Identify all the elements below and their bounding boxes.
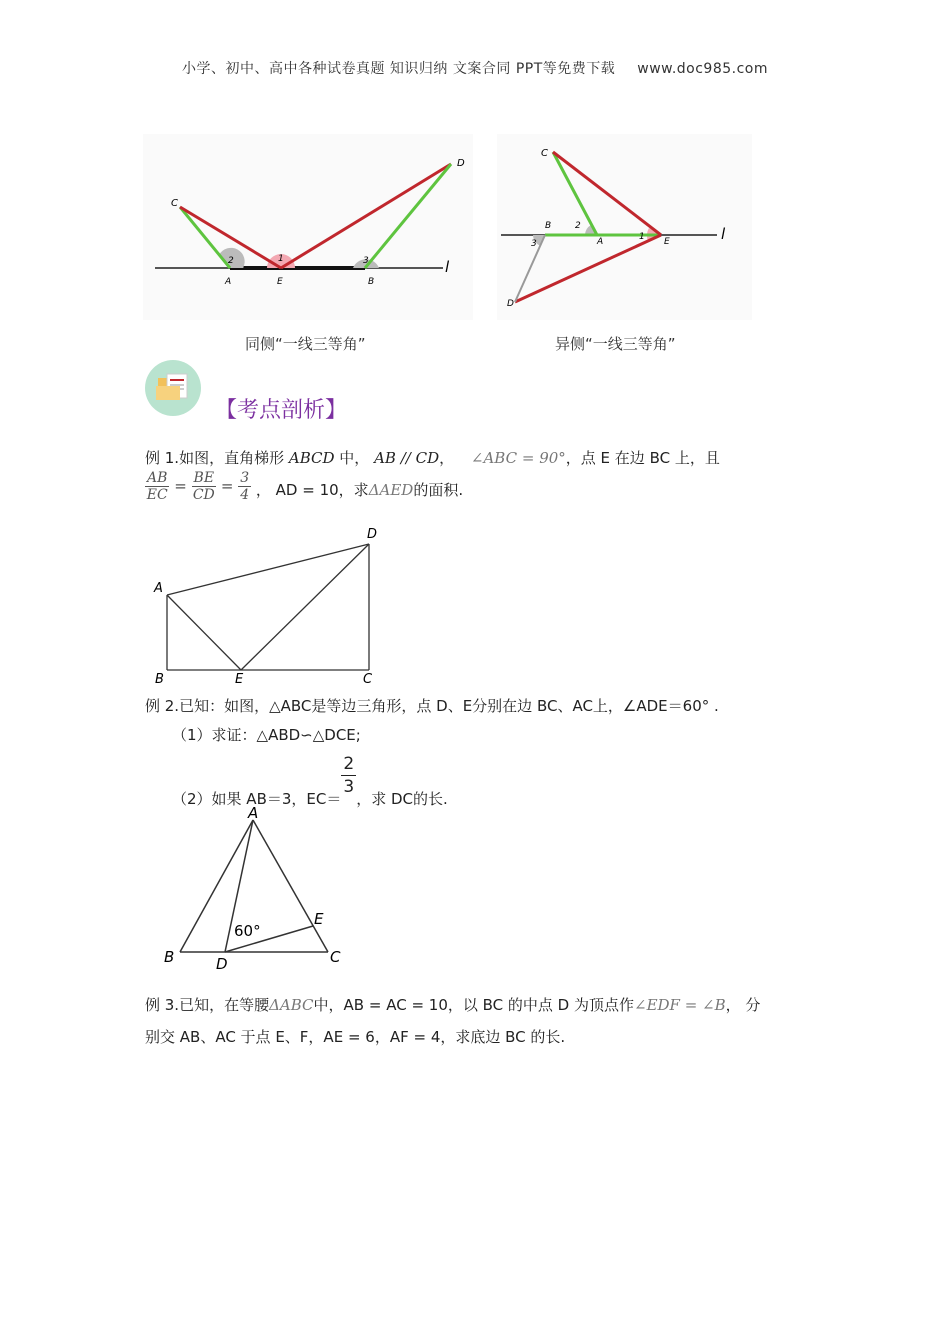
segment-ae xyxy=(167,595,241,670)
label-c: C xyxy=(363,672,373,687)
label-b: B xyxy=(368,277,375,287)
ex1-frac-be-cd xyxy=(192,470,217,503)
ex1-end: 的面积. xyxy=(413,481,464,499)
ex1-frac-3-4 xyxy=(238,470,251,503)
label-d: D xyxy=(216,955,228,972)
ex3-c: ， 分 xyxy=(725,996,761,1014)
label-d: D xyxy=(457,158,465,169)
ex2-figure xyxy=(158,802,358,972)
label-angle-1: 1 xyxy=(278,254,284,264)
header-text: 小学、初中、高中各种试卷真题 知识归纳 文案合同 PPT等免费下载 xyxy=(181,61,616,77)
figure-same-side xyxy=(143,134,473,320)
label-l: l xyxy=(445,258,450,276)
ex3-b: 中，AB = AC = 10，以 BC 的中点 D 为顶点作 xyxy=(313,996,634,1014)
ex1-ad: ， AD = 10，求 xyxy=(255,481,369,499)
ex1-parallel: AB // CD xyxy=(374,449,440,467)
frac-num: 3 xyxy=(240,470,250,486)
ex1-mid: 中， xyxy=(339,449,370,467)
figure-opposite-side xyxy=(497,134,752,320)
frac-num: AB xyxy=(147,470,168,486)
caption-same-side: 同侧“一线三等角” xyxy=(245,335,366,353)
header-url[interactable]: www.doc985.com xyxy=(637,61,769,77)
frac-den: 4 xyxy=(240,487,250,503)
ex2-line1: 例 2.已知：如图，△ABC是等边三角形，点 D、E分别在边 BC、AC上，∠ADE＝60° . xyxy=(145,697,719,715)
segment-ed xyxy=(241,544,369,670)
ex3-a: 例 3.已知，在等腰 xyxy=(145,996,270,1014)
ex3-line2: 别交 AB、AC 于点 E、F，AE = 6，AF = 4，求底边 BC 的长. xyxy=(145,1028,566,1046)
ex1-line2 xyxy=(145,470,810,503)
label-e: E xyxy=(314,910,324,928)
ex3-line1 xyxy=(145,993,810,1017)
segment-ad xyxy=(167,544,369,595)
label-a: A xyxy=(154,581,163,596)
ex3-angle: ∠EDF = ∠B xyxy=(634,996,726,1014)
label-a: A xyxy=(597,237,604,247)
label-l: l xyxy=(721,225,726,243)
frac-den: CD xyxy=(192,487,215,503)
label-angle-60: 60° xyxy=(234,922,261,940)
ex1-tail: ，点 E 在边 BC 上，且 xyxy=(565,449,720,467)
eq-sign: = xyxy=(220,477,234,495)
ex1-trapezoid: ABCD xyxy=(288,449,335,467)
caption-opposite-side: 异侧“一线三等角” xyxy=(555,335,676,353)
label-c: C xyxy=(541,148,548,159)
ex2-q2 xyxy=(172,753,448,808)
ex2-q1: （1）求证：△ABD∽△DCE; xyxy=(172,726,361,744)
label-angle-3: 3 xyxy=(363,256,369,266)
eq-sign: = xyxy=(174,477,187,495)
label-c: C xyxy=(330,948,341,966)
label-a: A xyxy=(225,277,232,287)
ex1-figure xyxy=(145,522,395,690)
label-b: B xyxy=(155,672,164,687)
ex1-prefix: 例 1.如图，直角梯形 xyxy=(145,449,285,467)
label-d: D xyxy=(507,299,514,309)
ex1-line1 xyxy=(145,446,810,470)
label-angle-2: 2 xyxy=(575,221,581,231)
label-angle-1: 1 xyxy=(639,232,645,242)
figure-background xyxy=(143,134,473,320)
label-d: D xyxy=(367,527,378,542)
ex2-q2-b: ，求 DC的长. xyxy=(356,790,448,808)
label-b: B xyxy=(164,948,175,966)
frac-den: 3 xyxy=(343,777,355,797)
frac-den: EC xyxy=(146,487,168,503)
ex1-triangle: ΔAED xyxy=(368,481,414,499)
ex3-triangle: ΔABC xyxy=(269,996,314,1014)
folder-icon xyxy=(145,360,201,416)
label-e: E xyxy=(664,237,670,247)
section-title: 【考点剖析】 xyxy=(215,398,348,423)
ex2-q2-a: （2）如果 AB＝3，EC＝ xyxy=(172,790,342,808)
page-header xyxy=(0,58,950,78)
frac-num: 2 xyxy=(343,754,355,774)
ex1-angle: ∠ABC = 90° xyxy=(470,449,566,467)
folder-front xyxy=(156,386,180,400)
label-c: C xyxy=(171,198,178,209)
ex1-frac-ab-ec xyxy=(145,470,169,503)
label-e: E xyxy=(235,672,244,687)
ex1-comma: ， xyxy=(439,449,455,467)
label-a: A xyxy=(248,804,259,822)
frac-num: BE xyxy=(193,470,215,486)
label-e: E xyxy=(277,277,283,287)
label-b: B xyxy=(545,221,552,231)
label-angle-2: 2 xyxy=(228,256,234,266)
label-angle-3: 3 xyxy=(531,239,537,249)
ex2-frac xyxy=(341,753,356,798)
